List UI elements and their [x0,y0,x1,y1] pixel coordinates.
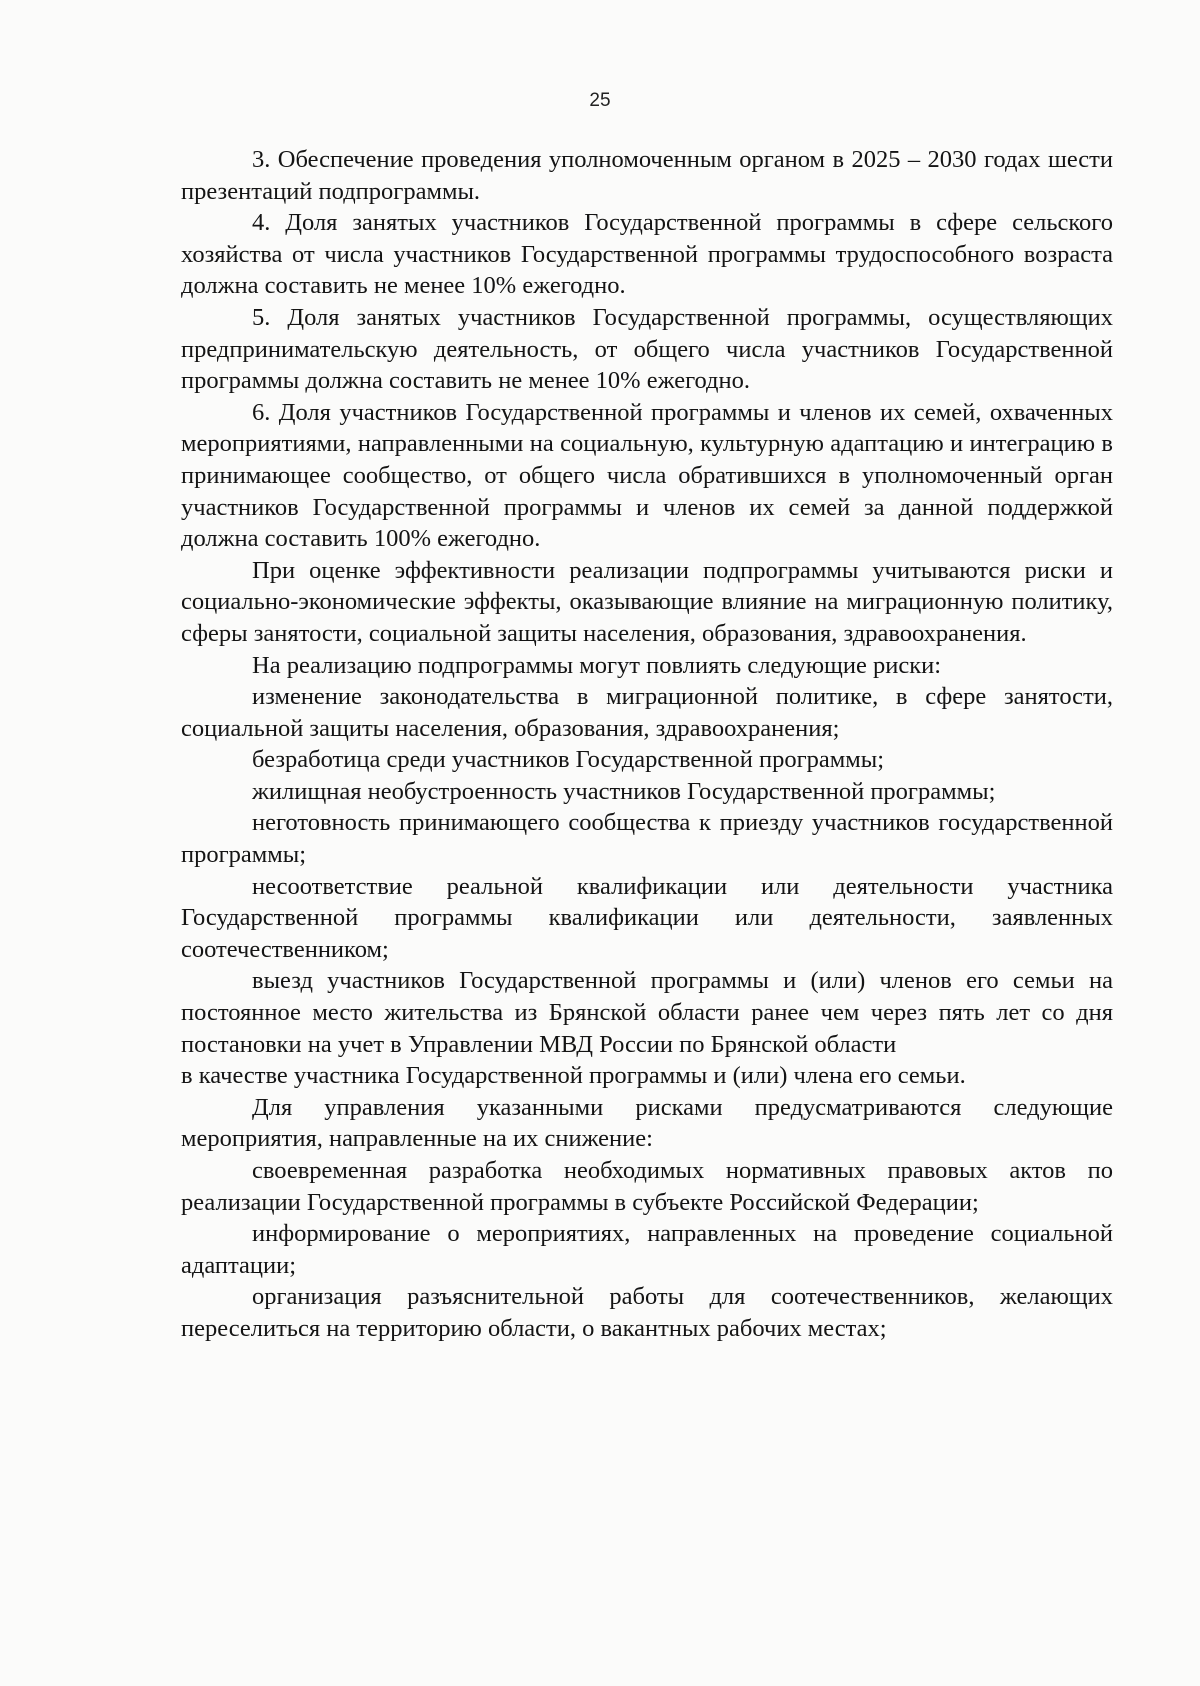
paragraph-measure-informing: информирование о мероприятиях, направленных на проведение социальной адаптации; [181,1220,1113,1279]
page-number: 25 [589,90,611,111]
paragraph-risk-departure: выезд участников Государственной программы и (или) членов его семьи на постоянное место жительства из Брянской области ранее чем через пять лет со дня постановки на учет в Управлении МВД России по Брянской области [181,967,1113,1058]
paragraph-measure-legal-acts: своевременная разработка необходимых нормативных правовых актов по реализации Государственной программы в субъекте Российской Федерации; [181,1157,1113,1216]
paragraph-risks-intro: На реализацию подпрограммы могут повлиять следующие риски: [252,651,942,679]
paragraph-item-3: 3. Обеспечение проведения уполномоченным органом в 2025 – 2030 годах шести презентаций подпрограммы. [181,146,1113,205]
paragraph-risk-departure-cont: в качестве участника Государственной программы и (или) члена его семьи. [181,1062,966,1090]
paragraph-item-5: 5. Доля занятых участников Государственной программы, осуществляющих предпринимательскую деятельность, от общего числа участников Государственной программы должна составить не менее 10% ежегодно. [181,303,1113,395]
paragraph-measures-intro: Для управления указанными рисками предусматриваются следующие мероприятия, направленные на их снижение: [181,1093,1113,1153]
paragraph-risk-legislation: изменение законодательства в миграционной политике, в сфере занятости, социальной защиты населения, образования, здравоохранения; [181,683,1113,742]
document-body [181,144,1113,1345]
paragraph-risk-unemployment: безработица среди участников Государственной программы; [252,746,885,774]
paragraph-measure-explanatory-work: организация разъяснительной работы для соотечественников, желающих переселиться на территорию области, о вакантных рабочих местах; [181,1283,1113,1342]
paragraph-risk-housing: жилищная необустроенность участников Государственной программы; [252,777,996,805]
paragraph-item-4: 4. Доля занятых участников Государственной программы в сфере сельского хозяйства от числа участников Государственной программы трудоспособного возраста должна составить не менее 10% ежегодно. [181,209,1113,300]
paragraph-risk-community: неготовность принимающего сообщества к приезду участников государственной программы; [181,809,1113,869]
paragraph-item-6: 6. Доля участников Государственной программы и членов их семей, охваченных мероприятиями, направленными на социальную, культурную адаптацию и интеграцию в принимающее сообщество, от общего числа обратившихся в уполномоченный орган участников Государственной программы и членов их семей за данной поддержкой должна составить 100% ежегодно. [181,398,1113,553]
paragraph-risk-assessment: При оценке эффективности реализации подпрограммы учитываются риски и социально-экономические эффекты, оказывающие влияние на миграционную политику, сферы занятости, социальной защиты населения, образования, здравоохранения. [181,556,1113,647]
paragraph-risk-qualification: несоответствие реальной квалификации или деятельности участника Государственной программы квалификации или деятельности, заявленных соотечественником; [181,872,1113,963]
